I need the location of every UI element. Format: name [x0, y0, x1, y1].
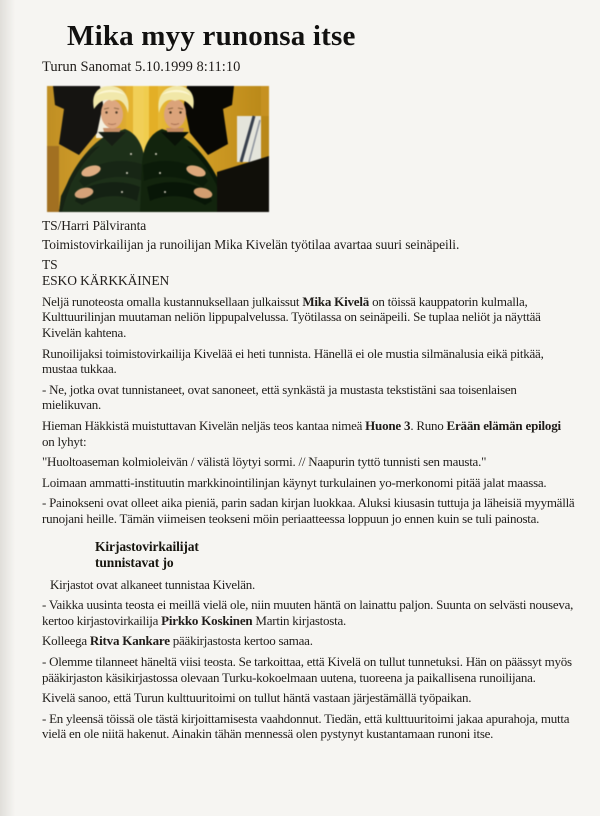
article-paragraph-quote: "Huoltoaseman kolmioleivän / välistä löytyi sormi. // Naapurin tyttö tunnisti sen mausta." — [42, 454, 487, 470]
article-paragraph: - Olemme tilanneet häneltä viisi teosta. Se tarkoittaa, että Kivelä on tullut tunnetuksi. Hän on päässyt myös pääkirjaston käsikirjastossa olevaan Turku-kokoelmaan uutena, tuoreena ja paikallisena runoilijana. — [42, 653, 572, 685]
bold-name: Ritva Kankare — [89, 633, 170, 649]
text-run: Neljä runoteosta omalla kustannuksellaan julkaissut — [42, 293, 303, 309]
text-run: Hieman Häkkistä muistuttavan Kivelän neljäs teos kantaa nimeä — [42, 417, 366, 433]
article-paragraph: Kirjastot ovat alkaneet tunnistaa Kivelän. — [50, 576, 256, 592]
photo-credit: TS/Harri Pälviranta — [42, 217, 147, 233]
bold-poem-title: Erään elämän epilogi — [446, 417, 561, 433]
text-run: Kolleega — [42, 633, 90, 649]
mirrored-portrait-photo-illustration — [47, 86, 269, 212]
article-paragraph: Runoilijaksi toimistovirkailija Kivelää ei heti tunnista. Hänellä ei ole mustia silmänalusia eikä pitkää, mustaa tukkaa. — [42, 345, 544, 377]
byline-author: ESKO KÄRKKÄINEN — [42, 273, 170, 289]
text-run: on lyhyt: — [42, 433, 87, 449]
article-paragraph: - Painokseni ovat olleet aika pieniä, parin sadan kirjan luokkaa. Aluksi kiusasin tuttuja ja läheisiä myymällä runojani heille. Tämän viimeisen teokseni möin periaatteessa loppuun jo ennen kuin se tuli painosta. — [42, 495, 575, 526]
article-paragraph: - Ne, jotka ovat tunnistaneet, ovat sanoneet, että synkästä ja mustasta tekstistäni saa toisenlaisen mielikuvan. — [42, 381, 517, 413]
section-subheading — [95, 539, 576, 572]
article-title: Mika myy runonsa itse — [67, 20, 356, 52]
article-paragraph — [42, 633, 576, 649]
article-paragraph: - En yleensä töissä ole tästä kirjoittamisesta vaahdonnut. Tiedän, että kulttuuritoimi jakaa apurahoja, mutta vielä en ole niitä hakenut. Ainakin tähän mennessä olen pystynyt kustantamaan runoni itse. — [42, 710, 570, 742]
text-run: on töissä kauppatorin kulmalla, Kulttuurilinjan muutaman neliön lippupalvelussa. Työtilassa on seinäpeili. Se tuplaa neliöt ja näyttää Kivelän kahtena. — [42, 293, 541, 340]
bold-name: Mika Kivelä — [302, 293, 370, 309]
article-paragraph — [42, 597, 576, 628]
article-paragraph — [42, 418, 576, 449]
article-paragraph — [42, 294, 576, 341]
subheading-line-1: Kirjastovirkailijat — [95, 538, 199, 554]
text-run: . Runo — [410, 417, 447, 433]
bold-book-title: Huone 3 — [365, 417, 411, 433]
text-run: pääkirjastosta kertoo samaa. — [169, 633, 313, 649]
bold-name: Pirkko Koskinen — [161, 612, 253, 628]
text-run: - Vaikka uusinta teosta ei meillä vielä ole, niin muuten häntä on lainattu paljon. Suunta on selvästi nouseva, kertoo kirjastovirkailija — [42, 597, 574, 628]
byline-agency: TS — [42, 257, 58, 273]
dateline: Turun Sanomat 5.10.1999 8:11:10 — [42, 59, 241, 76]
article-paragraph: Loimaan ammatti-instituutin markkinointilinjan käynyt turkulainen yo-merkonomi pitää jalat maassa. — [42, 474, 547, 490]
article-photo — [47, 86, 269, 212]
photo-caption: Toimistovirkailijan ja runoilijan Mika Kivelän työtilaa avartaa suuri seinäpeili. — [42, 236, 460, 252]
subheading-line-2: tunnistavat jo — [95, 555, 174, 571]
text-run: Martin kirjastosta. — [252, 612, 346, 628]
article-paragraph: Kivelä sanoo, että Turun kulttuuritoimi on tullut häntä vastaan järjestämällä työpaikan. — [42, 690, 472, 706]
